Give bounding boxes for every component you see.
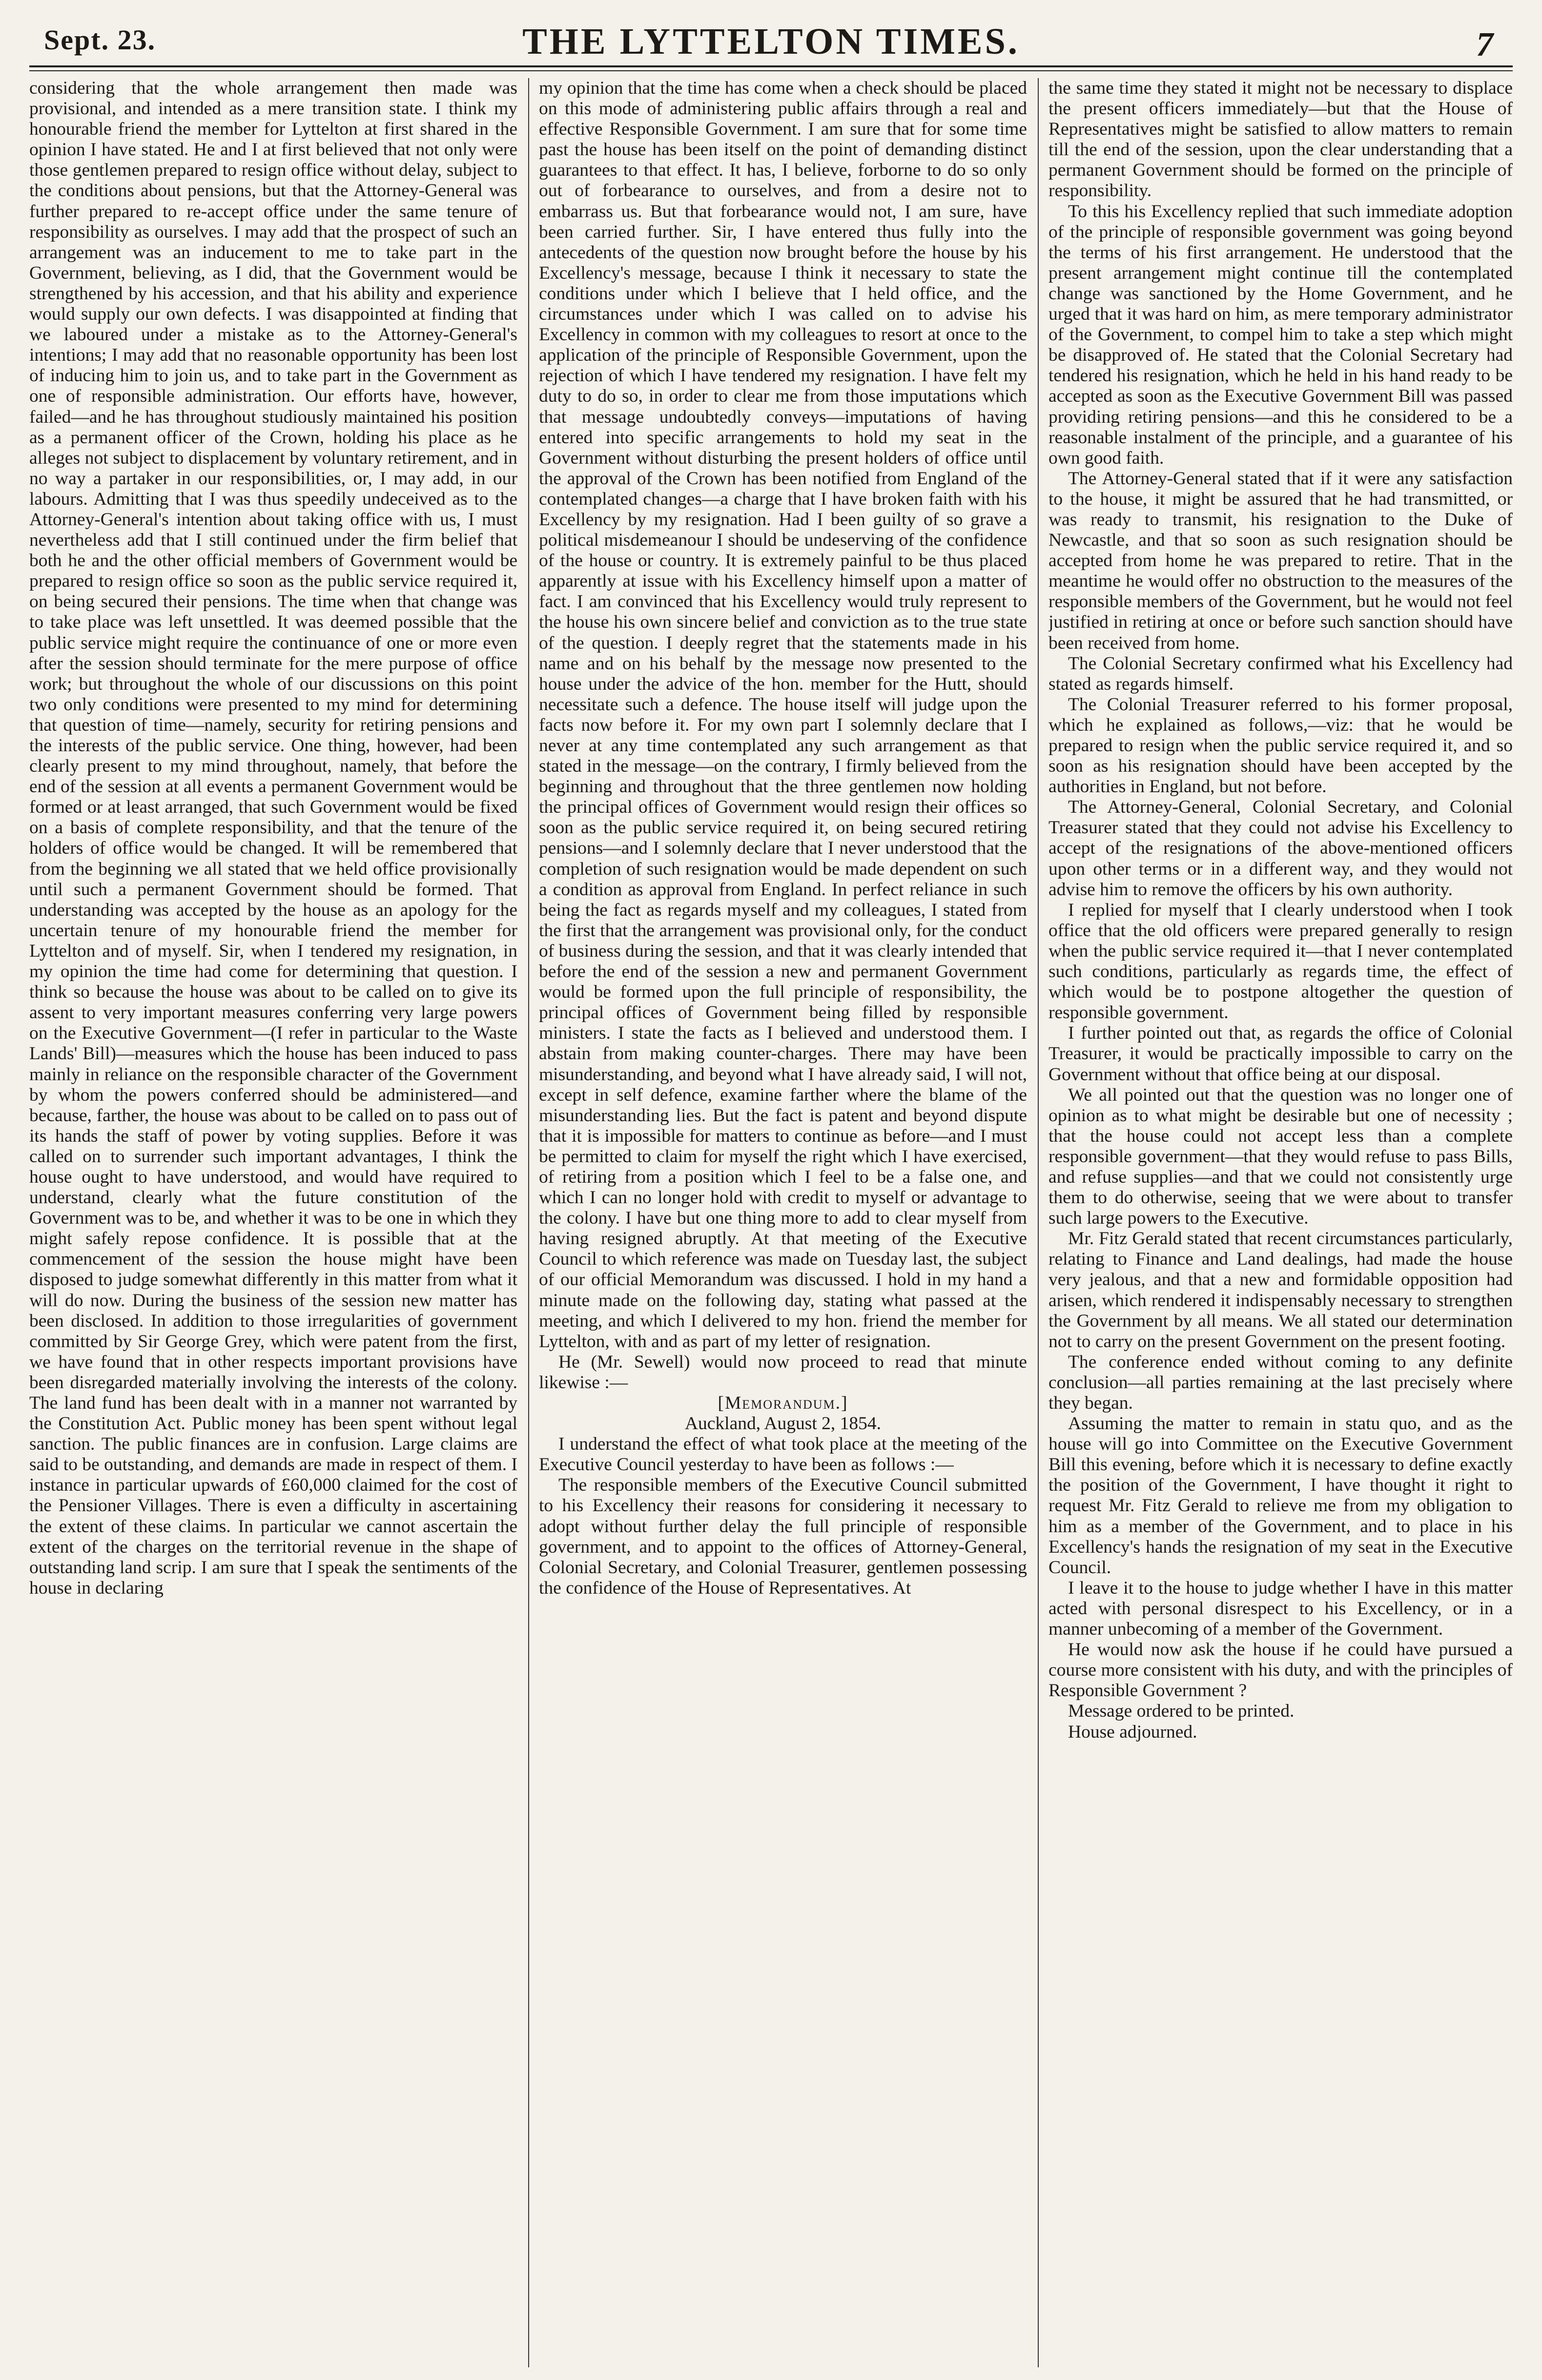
masthead-rule [29,70,1513,71]
paragraph: The responsible members of the Executive Council submitted to his Excellency their reasons for considering it necessary to adopt without further delay the full principle of responsible government, and to appoint to the offices of Attorney-General, Colonial Secretary, and Colonial Treasurer, gentlemen possessing the confidence of the House of Representatives. At [539,1475,1027,1598]
paragraph: Assuming the matter to remain in statu quo, and as the house will go into Committee on the Executive Government Bill this evening, before which it is necessary to define exactly the position of the Government, I have thought it right to request Mr. Fitz Gerald to relieve me from my obligation to him as a member of the Government, and to place in his Excellency's hands the resignation of my seat in the Executive Council. [1049,1414,1513,1578]
memorandum-dateline: Auckland, August 2, 1854. [684,1414,882,1434]
issue-date: Sept. 23. [44,24,156,56]
column-1 [29,78,517,2367]
newspaper-title: THE LYTTELTON TIMES. [522,21,1020,62]
paragraph: The Colonial Secretary confirmed what his Excellency had stated as regards himself. [1049,653,1513,694]
masthead [29,15,1513,67]
paragraph: I replied for myself that I clearly understood when I took office that the old officers were prepared generally to resign when the public service required it—that I never contemplated such conditions, particularly as regards time, the effect of which would be to postpone altogether the question of responsible government. [1049,900,1513,1023]
column-2 [539,78,1027,2367]
paragraph: I leave it to the house to judge whether I have in this matter acted with personal disrespect to his Excellency, or in a manner unbecoming of a member of the Government. [1049,1578,1513,1640]
article-columns [29,78,1513,2367]
paragraph: To this his Excellency replied that such immediate adoption of the principle of responsible government was going beyond the terms of his first arrangement. He understood that the present arrangement might continue till the contemplated change was sanctioned by the Home Government, and he urged that it was hard on him, as mere temporary administrator of the Government, to compel him to take a step which might be disapproved of. He stated that the Colonial Secretary had tendered his resignation, which he held in his hand ready to be accepted as soon as the Executive Government Bill was passed providing retiring pensions—and this he considered to be a reasonable instalment of the principle, and a guarantee of his own good faith. [1049,201,1513,468]
paragraph: The Attorney-General stated that if it were any satisfaction to the house, it might be assured that he had transmitted, or was ready to transmit, his resignation to the Duke of Newcastle, and that so soon as such resignation should be accepted from home he was prepared to retire. That in the meantime he would offer no obstruction to the measures of the responsible members of the Government, but he would not feel justified in retiring at once or before such sanction should have been received from home. [1049,468,1513,653]
column-divider [528,78,529,2367]
column-divider [1038,78,1039,2367]
paragraph: The conference ended without coming to any definite conclusion—all parties remaining at the last precisely where they began. [1049,1352,1513,1413]
memorandum-heading: [Memorandum.] [718,1393,848,1413]
paragraph: I further pointed out that, as regards the office of Colonial Treasurer, it would be practically impossible to carry on the Government without that office being at our disposal. [1049,1023,1513,1085]
paragraph: my opinion that the time has come when a check should be placed on this mode of administering public affairs through a real and effective Responsible Government. I am sure that for some time past the house has been itself on the point of demanding distinct guarantees to that effect. It has, I believe, forborne to do so only out of forbearance to ourselves, and from a desire not to embarrass us. But that forbearance would not, I am sure, have been carried further. Sir, I have entered thus fully into the antecedents of the question now brought before the house by his Excellency's message, because I think it necessary to state the conditions under which I believe that I held office, and the circumstances under which I was called on to advise his Excellency in common with my colleagues to resort at once to the application of the principle of Responsible Government, upon the rejection of which I have tendered my resignation. I have felt my duty to do so, in order to clear me from those imputations which that message undoubtedly conveys—imputations of having entered into specific arrangements to hold my seat in the Government without disturbing the present holders of office until the approval of the Crown has been notified from England of the contemplated changes—a charge that I have broken faith with his Excellency by my resignation. Had I been guilty of so grave a political misdemeanour I should be undeserving of the confidence of the house or country. It is extremely painful to be thus placed apparently at issue with his Excellency himself upon a matter of fact. I am convinced that his Excellency would truly represent to the house his own sincere belief and conviction as to the true state of the question. I deeply regret that the statements made in his name and on his behalf by the message now presented to the house under the advice of the hon. member for the Hutt, should necessitate such a defence. The house itself will judge upon the facts now before it. For my own part I solemnly declare that I never at any time contemplated any such arrangement as that stated in the message—on the contrary, I firmly believed from the beginning and throughout that the three gentlemen now holding the principal offices of Government would resign their offices so soon as the public service required it, on being secured retiring pensions—and I solemnly declare that I never understood that the completion of such resignation would be made dependent on such a condition as approval from England. In perfect reliance in such being the fact as regards myself and my colleagues, I stated from the first that the arrangement was provisional only, for the conduct of business during the session, and that it was clearly intended that before the end of the session a new and permanent Government would be formed upon the full principle of responsibility, the principal offices of Government being filled by responsible ministers. I state the facts as I believed and understood them. I abstain from making counter-charges. There may have been misunderstanding, and beyond what I have already said, I will not, except in self defence, examine farther where the blame of the misunderstanding lies. But the fact is patent and beyond dispute that it is impossible for matters to continue as before—and I must be permitted to claim for myself the right which I have exercised, of retiring from a position which I feel to be a false one, and which I can no longer hold with credit to myself or advantage to the colony. I have but one thing more to add to clear myself from having resigned abruptly. At that meeting of the Executive Council to which reference was made on Tuesday last, the subject of our official Memorandum was discussed. I hold in my hand a minute made on the following day, stating what passed at the meeting, and which I delivered to my hon. friend the member for Lyttelton, with and as part of my letter of resignation. [539,78,1027,1352]
paragraph: the same time they stated it might not be necessary to displace the present officers immediately—but that the House of Representatives might be satisfied to allow matters to remain till the end of the session, upon the clear understanding that a permanent Government should be formed on the principle of responsibility. [1049,78,1513,201]
paragraph: We all pointed out that the question was no longer one of opinion as to what might be desirable but one of necessity ; that the house could not accept less than a complete responsible government—that they would refuse to pass Bills, and refuse supplies—and that we could not consistently urge them to do otherwise, seeing that we were about to transfer such large powers to the Executive. [1049,1085,1513,1229]
paragraph: The Colonial Treasurer referred to his former proposal, which he explained as follows,—viz: that he would be prepared to resign when the public service required it, and so soon as his resignation should have been accepted by the authorities in England, but not before. [1049,694,1513,797]
paragraph: House adjourned. [1068,1722,1197,1742]
paragraph: He (Mr. Sewell) would now proceed to read that minute likewise :— [539,1352,1027,1393]
paragraph: He would now ask the house if he could have pursued a course more consistent with his duty, and with the principles of Responsible Government ? [1049,1640,1513,1701]
paragraph: I understand the effect of what took place at the meeting of the Executive Council yesterday to have been as follows :— [539,1434,1027,1475]
column-3 [1049,78,1513,2367]
paragraph: The Attorney-General, Colonial Secretary, and Colonial Treasurer stated that they could not advise his Excellency to accept of the resignations of the above-mentioned officers upon other terms or in a different way, and they would not advise him to remove the officers by his own authority. [1049,797,1513,900]
paragraph: Mr. Fitz Gerald stated that recent circumstances particularly, relating to Finance and Land dealings, had made the house very jealous, and that a new and formidable opposition had arisen, which rendered it indispensably necessary to strengthen the Government by all means. We all stated our determination not to carry on the present Government on the present footing. [1049,1229,1513,1352]
paragraph: considering that the whole arrangement then made was provisional, and intended as a mere transition state. I think my honourable friend the member for Lyttelton at first shared in the opinion I have stated. He and I at first believed that not only were those gentlemen prepared to resign office without delay, subject to the conditions about pensions, but that the Attorney-General was further prepared to re-accept office under the same tenure of responsibility as ourselves. I may add that the prospect of such an arrangement was an inducement to me to take part in the Government, believing, as I did, that the Government would be strengthened by his accession, and that his ability and experience would supply our own defects. I was disappointed at finding that we laboured under a mistake as to the Attorney-General's intentions; I may add that no reasonable opportunity has been lost of inducing him to join us, and to take part in the Government as one of responsible administration. Our efforts have, however, failed—and he has throughout studiously maintained his position as a permanent officer of the Crown, holding his place as he alleges not subject to displacement by voluntary retirement, and in no way a partaker in our responsibilities, or, I may add, in our labours. Admitting that I was thus speedily undeceived as to the Attorney-General's intention about taking office with us, I must nevertheless add that I still continued under the firm belief that both he and the other official members of Government would be prepared to resign office so soon as the public service required it, on being secured their pensions. The time when that change was to take place was left unsettled. It was deemed possible that the public service might require the continuance of one or more even after the session should terminate for the mere purpose of office work; but throughout the whole of our discussions on this point two only conditions were presented to my mind for determining that question of time—namely, security for retiring pensions and the interests of the public service. One thing, however, had been clearly present to my mind throughout, namely, that before the end of the session at all events a permanent Government would be formed or at least arranged, that such Government would be fixed on a basis of complete responsibility, and that the tenure of the holders of office would be changed. It will be remembered that from the beginning we all stated that we held office provisionally until such a permanent Government should be formed. That understanding was accepted by the house as an apology for the uncertain tenure of my honourable friend the member for Lyttelton and of myself. Sir, when I tendered my resignation, in my opinion the time had come for determining that question. I think so because the house was about to be called on to give its assent to very important measures conferring very large powers on the Executive Government—(I refer in particular to the Waste Lands' Bill)—measures which the house has been induced to pass mainly in reliance on the responsible character of the Government by whom the powers conferred should be administered—and because, farther, the house was about to be called on to pass out of its hands the staff of power by voting supplies. Before it was called on to surrender such important advantages, I think the house ought to have understood, and would have required to understand, clearly what the future constitution of the Government was to be, and whether it was to be one in which they might safely repose confidence. It is possible that at the commencement of the session the house might have been disposed to judge somewhat differently in this matter from what it will do now. During the business of the session new matter has been disclosed. In addition to those irregularities of government committed by Sir George Grey, which were patent from the first, we have found that in other respects important provisions have been disregarded materially involving the interests of the colony. The land fund has been dealt with in a manner not warranted by the Constitution Act. Public money has been spent without legal sanction. The public finances are in confusion. Large claims are said to be outstanding, and demands are made in respect of them. I instance in particular upwards of £60,000 claimed for the cost of the Pensioner Villages. There is even a difficulty in ascertaining the extent of these claims. In particular we cannot ascertain the extent of the charges on the territorial revenue in the shape of outstanding land scrip. I am sure that I speak the sentiments of the house in declaring [29,78,517,1598]
page-number: 7 [1476,26,1493,63]
paragraph: Message ordered to be printed. [1068,1701,1295,1722]
